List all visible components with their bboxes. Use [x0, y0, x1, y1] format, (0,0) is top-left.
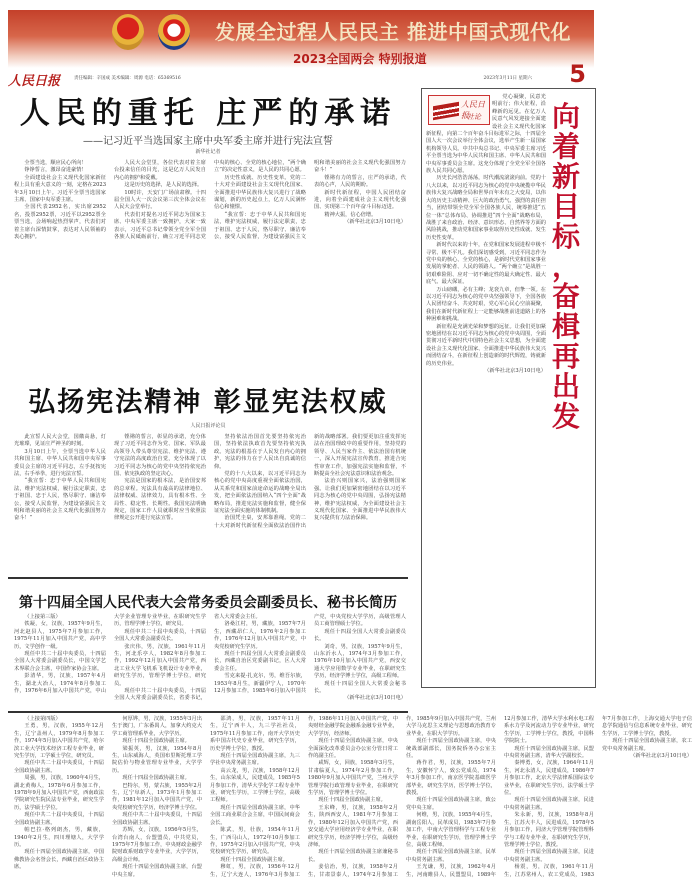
article2-byline: 人民日报评论员	[190, 423, 226, 429]
paragraph: 人民大会堂里，各位代表对着主席台投来信任的目光，这是亿万人民发自内心的拥护和爱戴。	[114, 160, 206, 181]
paragraph: 彭清华，男，汉族，1957年4月生，湖北大冶人，1974年8月参加工作，1976年6月加入中国共产党，中山大学企业管理专业毕业，在职研究生学历，管理学博士学位，研究员。	[14, 614, 206, 695]
paragraph: 现任十四届全国政协副主席，民进中央常务副主席。	[504, 849, 594, 863]
paragraph: 现任十四届全国政协副主席，民进中央常务副主席。	[504, 797, 594, 811]
paragraph: 现任中共二十届中央委员，十四届全国人大常委会副委员长，中国文学艺术界联合会主席，中国作家协会主席。	[14, 651, 106, 672]
article1-byline: 新华社记者	[195, 149, 221, 155]
dateline: （新华社北京3月10日电）	[630, 753, 692, 760]
paragraph: 现任中共二十届中央委员，十四届全国人大常委会副委员长，省委书记，省人大常委会主任。	[114, 614, 261, 702]
logo-spacer	[426, 94, 492, 130]
dateline: （新华社北京3月10日电）	[344, 695, 406, 702]
banner-title: 发展全过程人民民主 推进中国式现代化	[215, 20, 571, 44]
paragraph: “我宣誓：忠于中华人民共和国宪法，维护宪法权威，履行法定职责，忠于祖国、忠于人民，恪尽职守、廉洁奉公，接受人民监督，为建设富强民主文明和谐美丽的社会主义现代化强国努力奋斗！”	[14, 478, 106, 522]
title-char: 着	[551, 130, 580, 163]
newspaper-logo: 人民日报	[8, 74, 61, 89]
title-char: 奋	[551, 280, 580, 313]
national-emblem-icon	[112, 14, 144, 50]
paragraph: 陈武，男，壮族，1954年11月生，广西马山人，1972年10月参加工作，1975年2月加入中国共产党，中央党校研究生学历，研究员。	[210, 827, 300, 856]
paragraph: 现任十四届全国政协副主席，中华全国工商业联合会主席，中国民间商会会长。	[210, 804, 300, 826]
paragraph: 现任十四届全国人大常委会副委员长。	[314, 628, 406, 643]
paragraph: 新时代新征程，中国人民团结奋进，向着全面建成社会主义现代化强国、实现第二个百年奋斗目标迈进。	[314, 189, 406, 211]
paragraph: 现任十四届全国政协副主席，民革中央常务副主席。	[406, 849, 496, 863]
paragraph: 精神大振，信心倍增。	[324, 211, 377, 218]
paragraph: “我宣誓：忠于中华人民共和国宪法，维护宪法权威，履行法定职责，忠于祖国、忠于人民，恪尽职守、廉洁奉公，接受人民监督，为建设富强民主文明和谐美丽的社会主义现代化强国努力奋斗！”	[214, 160, 406, 241]
paragraph: 邵鸿，男，汉族，1957年11月生，辽宁西丰人，九三学社社员，1975年11月参加工作，南开大学历史系中国古代史专业毕业，研究生学历，历史学博士学位，教授。	[210, 716, 300, 752]
paragraph: 新征程是充满光荣和梦想的远征。让我们更加紧密地团结在以习近平同志为核心的党中央周围，全面贯彻习近平新时代中国特色社会主义思想，为全面建设社会主义现代化国家、全面推进中华民族伟大复兴而团结奋斗，在新征程上创造新的时代辉煌，铸就新的历史伟业。	[426, 323, 546, 367]
article1-subheadline: ——记习近平当选国家主席中央军委主席并进行宪法宣誓	[83, 136, 333, 147]
dateline: （新华社北京3月10日电）	[344, 219, 406, 226]
paragraph: 现任十四届全国政协副主席，台盟中央主席。	[112, 864, 202, 878]
paragraph: 现任十四届全国政协副主席。	[220, 856, 288, 863]
paragraph: 蒋作君，男，汉族，1955年7月生，安徽怀宁人，致公党成员，1974年3月参加工作，南京医学院基础医学部毕业，研究生学历，医学博士学位，教授。	[406, 760, 496, 797]
title-char: 发	[551, 400, 580, 433]
paragraph: 现任十四届全国政协副主席兼秘书长。	[308, 849, 398, 863]
paragraph: 现任十四届全国人大常委会秘书长。	[314, 680, 406, 695]
paragraph: 雪克来提·扎克尔，男，维吾尔族，1953年8月生，新疆伊宁人，1970年12月参加工作，1985年6月加入中国共产党，中央党校大学学历，高级管理人员工商管理硕士学位。	[214, 614, 406, 695]
paragraph: 现任中共二十届中央委员，十四届全国政协副主席。	[14, 760, 104, 774]
paragraph: 现任十四届全国政协副主席，中央统战部副部长，国务院侨务办公室主任。	[406, 738, 496, 760]
paragraph: 何维，男，汉族，1955年4月生，湖南岳阳人，民革成员，1983年7月参加工作，中南大学管理科学与工程专业毕业，在职研究生学历，管理学博士学位，高级工程师。	[406, 812, 496, 848]
editorial-title	[546, 102, 586, 432]
paragraph: 现任十四届全国政协副主席。	[318, 797, 386, 804]
paragraph: 现任十四届全国人大常委会副委员长，西藏自治区党委副书记，区人大常委会主任。	[214, 651, 306, 672]
paragraph: 张庆伟，男，汉族，1961年11月生，河北乐亭人，1982年8月参加工作，1992年12月加入中国共产党，西北工业大学飞机系飞机设计专业毕业，研究生学历，管理学博士学位，研究员。	[114, 643, 206, 687]
paragraph: 铮铮誓言，激昂奋进豪情！	[24, 167, 87, 174]
editorial-body	[426, 94, 546, 684]
paragraph: 高云龙，男，汉族，1958年12月生，山东荣成人，民建成员，1985年5月参加工作，清华大学化学工程专业毕业，研究生学历，工学博士学位，高级工程师。	[210, 767, 300, 804]
paragraph: 铿锵的誓言，彰显的承诺，充分体现了习近平同志作为党、国家、军队最高领导人带头尊崇宪法、维护宪法、遵守宪法的高度政治自觉，充分体现了以习近平同志为核心的党中央坚持依宪治国、依宪执政的坚定决心。	[114, 434, 206, 478]
paragraph: 帕巴拉·格列朗杰，男，藏族，1940年2月生，四川理塘人，大学学历。	[14, 827, 104, 848]
article3-body	[14, 614, 406, 706]
article2-headline: 弘扬宪法精神 彰显宪法权威	[28, 387, 388, 418]
paragraph: 巴特尔，男，蒙古族，1955年2月生，辽宁阜新人，1973年1月参加工作，1981年12月加入中国共产党，中央党校研究生学历，经济学博士学位。	[112, 782, 202, 811]
paragraph: 现任十四届全国政协副主席，中央全面深化改革委员会办公室分管日常工作的副主任。	[308, 738, 398, 760]
title-char: 出	[551, 370, 580, 403]
paragraph: 苏辉，女，汉族，1956年5月生，台湾台南人，台盟盟员，中共党员，1975年7月参加工作，中央财政金融学院财政系财政学专业毕业，大学学历，高级会计师。	[112, 827, 202, 863]
masthead	[8, 60, 594, 89]
paragraph: 何厚铧，男，汉族，1955年3月出生于澳门，广东番禺人，加拿大约克大学工商管理系毕业，大学学历。	[112, 716, 202, 737]
paragraph: 新时代以来的十年，在党和国家发展进程中极不寻常、极不平凡。我们深切感受到，习近平同志作为党中央的核心、全党的核心，是新时代党和国家事业发展的掌舵者、人民的领路人。“两个确立”是战胜一切艰难险阻、应对一切不确定性的最大确定性、最大底气、最大保证。	[426, 242, 546, 286]
paragraph: 党心凝聚，民意光明前行；伟大征程，沿峰新的远见。在亿万人民意气风发迎接全面建设社会主义现代化国家新征程，向第二个百年奋斗目标进军之际，十四届全国人大一次会议举行全体会议，选举产生新一届国家机构领导人员。中共中央总书记、中央军委主席习近平全票当选为中华人民共和国主席、中华人民共和国中央军事委员会主席。这充分体现了全党全军全国各族人民共同心愿。	[426, 94, 546, 175]
paragraph: 王勇，男，汉族，1955年12月生，辽宁盖州人，1979年8月参加工作，1974年5月加入中国共产党，哈尔滨工业大学技术经济工程专业毕业，研究生学历，工学硕士学位，研究员。	[14, 723, 104, 760]
title-char: ，	[551, 250, 580, 283]
paragraph: 穆虹，男，汉族，1956年12月生，辽宁大连人，1976年3月参加工作，1986年11月加入中国共产党，中央财经金融学院金融系金融专业毕业，大学学历，经济师。	[210, 716, 398, 878]
paragraph: 王光谦，男，汉族，1962年4月生，河南睢县人，民盟盟员，1989年12月参加工作，清华大学水利水电工程系水力学及河流动力学专业毕业，研究生学历，工学博士学位，教授，中国科学院院士。	[406, 716, 594, 878]
paragraph: 梁振英，男，汉族，1954年8月生，山东威海人，英国布里斯托理工学院估价与物业管理专业毕业，大学学历。	[112, 745, 202, 774]
paragraph: 现任十四届全国政协副主席。	[122, 738, 190, 745]
paragraph: 党的十八大以来，以习近平同志为核心的党中央高度重视全面依法治国，从关系党和国家前途命运的战略全局出发，把全面依法治国纳入“四个全面”战略布局，推进宪法实施和监督，健全保证宪法全面实施的体制机制。	[214, 471, 306, 515]
title-char: 目	[551, 190, 580, 223]
paragraph: 全国代表2952名，实出席2952名，投票2952票，习近平以2952票全票当选，会场响起热烈掌声，代表们对着主席台深情鼓掌，表达对人民领袖的衷心拥护。	[14, 204, 106, 241]
paragraph: 铁凝，女，汉族，1957年9月生，河北赵县人，1975年7月参加工作，1975年11月加入中国共产党，高中学历，文学创作一级。	[14, 621, 106, 650]
paragraph: 治国凭圭臬，安邦靠准绳。党的二十大对新时代新征程全面依法治国作出新的战略部署。我们要更加注重发挥宪法在治国理政中的重要作用，坚持党的领导、人民当家作主、依法治国有机统一，深入开展宪法宣传教育，推进合宪性审查工作，加强宪法实施和监督，不断提高全社会宪法意识和法治观念。	[214, 434, 406, 529]
paragraph: 全票当选，顺应民心所向！	[24, 160, 87, 166]
paragraph: 姜信治，男，汉族，1958年2月生，甘肃景泰人，1974年2月参加工作，1985年9月加入中国共产党，兰州大学马克思主义理论与思想政治教育专业毕业，在职大学学历。	[308, 716, 496, 878]
paragraph: 法治兴则国家兴，法治强则国家强。让我们更加紧密地团结在以习近平同志为核心的党中央周围，弘扬宪法精神，维护宪法权威，为全面建设社会主义现代化国家、全面推进中华民族伟大复兴提供有力法治保障。	[314, 478, 406, 522]
paragraph: 3月10日上午，全票当选中华人民共和国主席、中华人民共和国中央军事委员会主席的习近平同志，左手抚按宪法，右手举拳，进行宪法宣誓。	[14, 448, 106, 478]
paragraph: 10时许，天安门广场前肃穆。十四届全国人大一次会议第三次全体会议在人民大会堂举行。	[114, 189, 206, 211]
section-divider	[8, 577, 408, 579]
paragraph: 坚持依法治国首先要坚持依宪治国，坚持依法执政首先要坚持依宪执政。宪法的根基在于人民发自内心的拥护，宪法的伟力在于人民出自真诚的信仰。	[214, 434, 306, 470]
issue-date: 2023年3月11日 星期六	[483, 76, 532, 81]
dateline: （新华社北京3月10日电）	[484, 368, 546, 375]
title-char: 标	[551, 220, 580, 253]
title-char: 再	[551, 340, 580, 373]
paragraph: 历史长河浩浩荡荡，时代潮流滚滚向前。党的十八大以来，以习近平同志为核心的党中央统揽中华民族伟大复兴战略全局和世界百年未有之大变局，以伟大的历史主动精神、巨大的政治勇气、强烈的责任担当，团结带领全党全军全国各族人民，统筹推进“五位一体”总体布局、协调推进“四个全面”战略布局，战胜了来自政治、经济、意识形态、自然界等方面的风险挑战，推动党和国家事业取得历史性成就、发生历史性变革。	[426, 175, 546, 241]
title-char: 楫	[551, 310, 580, 343]
paragraph: 洛桑江村，男，藏族，1957年7月生，西藏昂仁人，1976年2月参加工作，1976年12月加入中国共产党，中央党校研究生学历。	[214, 621, 306, 650]
paragraph: 秦博勇，女，汉族，1964年11月生，河北永清人，民建成员，1986年7月参加工作，北京大学法律系国际法专业毕业，在职研究生学历，法学硕士学位。	[504, 760, 594, 797]
editorial-logo-main: 人民日报	[461, 100, 485, 120]
banner-subtitle: 2023全国两会 特别报道	[293, 52, 427, 66]
paragraph: 王东峰，男，汉族，1958年2月生，陕西西安人，1981年7月参加工作，1980年12月加入中国共产党，西安交通大学应用经济学专业毕业，在职研究生学历，经济学博士学位，高级经济师。	[308, 804, 398, 848]
paragraph: 万山磅礴，必有主峰；龙衮九章，但挚一领。在以习近平同志为核心的党中央坚强领导下，全国各族人民团结奋斗、共克时艰，党心军心民心空前凝聚，我们在新时代新征程上一定能够战胜前进道路上的各种困难和挑战。	[426, 286, 546, 323]
paragraph: 刘奇，男，汉族，1957年9月生，山东沂水人，1974年3月参加工作，1976年10月加入中国共产党，西安交通大学应用数学专业毕业，在职研究生学历，经济学博士学位，高级工程师。	[314, 643, 406, 680]
paragraph: 宪法是国家的根本法，是治国安邦的总章程。宪法具有最高的法律地位、法律权威、法律效力，具有根本性、全局性、稳定性、长期性。我国宪法明确规定，国家工作人员就职时应当依照法律规定公开进行宪法宣誓。	[114, 478, 206, 522]
paragraph: 现任中共二十届中央委员，十四届全国人大常委会副委员长。	[114, 628, 206, 643]
article2-body	[14, 434, 406, 572]
title-char: 向	[551, 100, 580, 133]
paragraph: 现任十四届全国政协副主席。	[122, 775, 190, 782]
paragraph: （上接第四版）	[24, 716, 61, 722]
paragraph: 此宣誓人民大会堂，国徽高悬，灯光璀璨，见证庄严神圣的时刻。	[14, 434, 106, 448]
cppcc-emblem-icon	[158, 14, 190, 50]
paragraph: 朱永新，男，汉族，1958年8月生，江苏大丰人，民进成员，1978年5月参加工作，同济大学管理学院管理科学与工程专业毕业，在职研究生学历，管理学博士学位，教授。	[504, 812, 594, 848]
paragraph: 杨震，男，汉族，1961年11月生，江苏常州人，农工党成员，1983年7月参加工作，上海交通大学电子信息学院通信与信息系统专业毕业，研究生学历，工学博士学位，教授。	[504, 716, 692, 878]
paragraph: 代表们对提名习近平同志为国家主席、中央军委主席一致拥护，大家一致表示，习近平总书记带领全党全军全国各族人民砥砺前行，确立习近平同志党中央的核心、全党的核心地位，“两个确立”的决定性意义，是人民的共同心愿。	[114, 160, 306, 241]
article4-body	[14, 716, 692, 883]
paragraph: 咸辉，女，回族，1958年3月生，甘肃临夏人，1974年2月参加工作，1980年9月加入中国共产党，兰州大学管理学院行政管理专业毕业，在职研究生学历，管理学博士学位。	[308, 760, 398, 797]
paragraph: 铿锵有力的誓言，庄严的承诺，代表的心声，人民的期盼。	[314, 174, 406, 189]
paragraph: （上接第三版）	[24, 614, 61, 620]
paragraph: 全面建设社会主义现代化国家新征程上具有重大意义的一刻，定格在2023年3月10日上午。习近平全票当选国家主席、国家中央军委主席。	[14, 174, 106, 204]
paragraph: 历史性成就、历史性变革。党的二十大对全面建设社会主义现代化国家、全面推进中华民族伟大复兴进行了战略谋划，新的历史起点上，亿万人民满怀信心和憧憬。	[214, 174, 306, 211]
article1-body	[14, 160, 406, 370]
editorial-logo-sub: 社论	[467, 113, 481, 121]
paragraph: 现任中共二十届中央委员，十四届全国政协副主席。	[14, 812, 104, 826]
paragraph: 现任十四届全国政协副主席，致公党中央主席。	[406, 797, 496, 811]
paragraph: 现任十四届全国政协副主席，中国佛教协会名誉会长，西藏自治区政协主席。	[14, 849, 104, 871]
paragraph: 这是历史的选择，是人民的选择。	[124, 182, 203, 189]
header-banner	[8, 10, 594, 68]
article1-headline: 人民的重托 庄严的承诺	[19, 96, 397, 131]
title-char: 新	[551, 160, 580, 193]
page-number: 5	[569, 60, 586, 88]
paragraph: 周强，男，汉族，1960年4月生，湖北黄梅人，1978年6月参加工作，1978年9月加入中国共产党，西南政法学院研究生院民法专业毕业，研究生学历，法学硕士学位。	[14, 775, 104, 811]
article3-headline: 第十四届全国人民代表大会常务委员会副委员长、秘书长简历	[19, 595, 397, 611]
paragraph: 现任中共二十届中央委员，十四届全国政协副主席。	[112, 812, 202, 826]
paragraph: 现任十四届全国政协副主席，农工党中央常务副主席。	[602, 738, 692, 752]
paragraph: 现任十四届全国政协副主席，九三学社中央常务副主席。	[210, 753, 300, 767]
paragraph: 现任十四届全国政协副主席，民盟中央常务副主席，清华大学副校长。	[504, 745, 594, 760]
editor-credits: 责任编辑：辛国成 美术编辑：周源 电话：65369516	[74, 76, 181, 81]
section-divider	[8, 711, 408, 713]
